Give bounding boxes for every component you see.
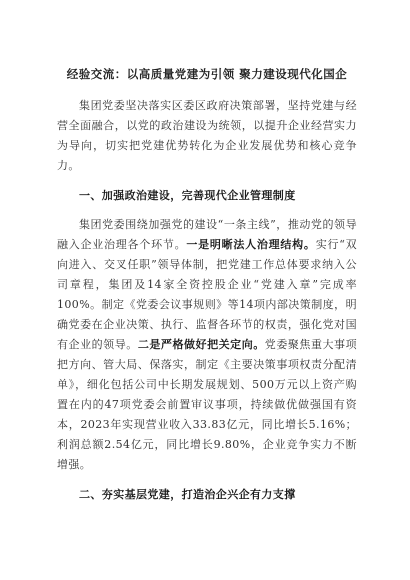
section-1-point-2: 二是严格做好把关定向。	[137, 338, 265, 351]
section-1-point-1: 一是明晰法人治理结构。	[186, 238, 316, 251]
section-1-point-2-text: 党委聚焦重大事项把方向、管大局、保落实，制定《主要决策事项权责分配清单》，细化包括公司中长期发展规划、500万元以上资产购置在内的47项党委会前置审议事项，持续做优做强国有资本，2023年实现营业收入33.83亿元，同比增长5.16%；利润总额2.54亿元，同比增长9.80%，企业竞争实力不断增强。	[57, 338, 357, 471]
intro-paragraph: 集团党委坚决落实区委区政府决策部署，坚持党建与经营全面融合，以党的政治建设为统领，以提升企业经营实力为导向，切实把党建优势转化为企业发展优势和核心竞争力。	[57, 99, 357, 172]
document-title: 经验交流：以高质量党建为引领 聚力建设现代化国企	[66, 67, 348, 81]
section-1-text: 集团党委围绕加强党的建设“一条主线”，推动党的领导融入企业治理各个环节。	[57, 218, 357, 251]
section-1-point-1-text: 实行“双向进入、交叉任职”领导体制，把党建工作总体要求纳入公司章程，集团及14家全资控股企业“党建入章”完成率100%。制定《党委会议事规则》等14项内部决策制度，明确党委在企业决策、执行、监督各环节的权责，强化党对国有企业的领导。	[57, 238, 357, 351]
section-1-heading: 一、加强政治建设，完善现代企业管理制度	[79, 189, 296, 202]
section-2-heading: 二、夯实基层党建，打造治企兴企有力支撑	[79, 488, 296, 501]
section-1-paragraph	[57, 215, 357, 475]
